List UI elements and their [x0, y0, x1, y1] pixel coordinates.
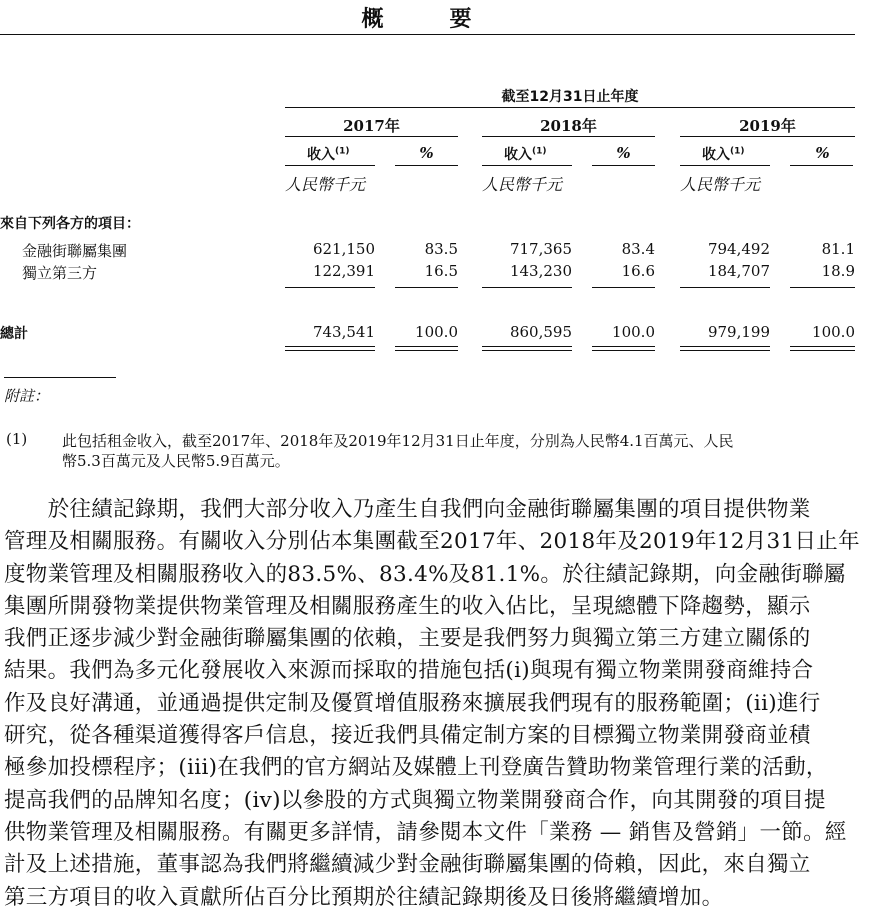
pct-header: %: [419, 144, 434, 162]
table-cell: 143,230: [509, 262, 572, 280]
table-cell: 83.5: [424, 240, 458, 258]
table-rule: [482, 136, 655, 137]
table-rule: [680, 165, 770, 166]
table-cell: 122,391: [312, 262, 375, 280]
table-rule: [395, 350, 458, 351]
paragraph-line: 我們正逐步減少對金融街聯屬集團的依賴，主要是我們努力與獨立第三方建立關係的: [4, 626, 811, 652]
notes-divider: [4, 377, 116, 378]
table-rule: [592, 350, 655, 351]
table-rule: [285, 136, 458, 137]
paragraph-line: 管理及相關服務。有關收入分別佔本集團截至2017年、2018年及2019年12月31日止年: [4, 529, 860, 555]
table-rule: [790, 346, 855, 347]
table-rule: [790, 350, 855, 351]
table-cell: 18.9: [821, 262, 855, 280]
table-cell: 16.5: [424, 262, 458, 280]
table-rule: [482, 287, 572, 288]
note-line: 幣5.3百萬元及人民幣5.9百萬元。: [62, 452, 290, 470]
table-rule: [680, 346, 770, 347]
note-line: 此包括租金收入，截至2017年、2018年及2019年12月31日止年度，分別為人民幣4.1百萬元、人民: [62, 432, 734, 450]
unit-label: 人民幣千元: [680, 175, 761, 194]
table-rule: [285, 350, 375, 351]
table-rule: [285, 107, 855, 108]
table-rule: [482, 165, 572, 166]
revenue-header: 收入$^{(1)}$: [504, 146, 547, 163]
table-rule: [285, 165, 375, 166]
table-rule: [592, 346, 655, 347]
table-cell: 717,365: [509, 240, 572, 258]
paragraph-line: 提高我們的品牌知名度；(iv)以參股的方式與獨立物業開發商合作，向其開發的項目提: [4, 787, 826, 813]
total-cell: 100.0: [415, 323, 458, 341]
table-rule: [680, 350, 770, 351]
table-rule: [395, 346, 458, 347]
table-rule: [680, 136, 855, 137]
pct-header: %: [815, 144, 830, 162]
total-cell: 100.0: [612, 323, 655, 341]
period-header: 截至12月31日止年度: [501, 89, 639, 105]
row-label: 獨立第三方: [22, 264, 98, 282]
body-paragraph: [4, 494, 860, 914]
paragraph-line: 集團所開發物業提供物業管理及相關服務產生的收入佔比，呈現總體下降趨勢，顯示: [4, 593, 811, 619]
revenue-header: 收入$^{(1)}$: [307, 146, 350, 163]
table-rule: [395, 165, 458, 166]
pct-header: %: [616, 144, 631, 162]
year-header: 2019年: [739, 117, 796, 135]
year-header: 2017年: [343, 117, 400, 135]
paragraph-line: 度物業管理及相關服務收入的83.5%、83.4%及81.1%。於往績記錄期，向金融街聯屬: [4, 561, 846, 587]
table-rule: [592, 287, 655, 288]
table-rule: [482, 346, 572, 347]
section-label: 來自下列各方的項目：: [0, 216, 140, 232]
footnote-marker: (1): [730, 146, 745, 157]
table-rule: [790, 165, 853, 166]
footnote-marker: (1): [532, 146, 547, 157]
notes-heading: 附註：: [4, 387, 50, 405]
title-divider: [0, 34, 855, 35]
table-cell: 16.6: [621, 262, 655, 280]
note-marker: (1): [6, 430, 28, 448]
table-rule: [592, 165, 655, 166]
unit-label: 人民幣千元: [285, 175, 366, 194]
table-rule: [285, 346, 375, 347]
table-rule: [482, 350, 572, 351]
table-rule: [285, 287, 375, 288]
table-rule: [790, 287, 855, 288]
total-cell: 860,595: [509, 323, 572, 341]
paragraph-line: 計及上述措施，董事認為我們將繼續減少對金融街聯屬集團的倚賴，因此，來自獨立: [4, 852, 811, 878]
table-cell: 184,707: [707, 262, 770, 280]
total-label: 總計: [0, 326, 28, 342]
table-rule: [395, 287, 458, 288]
table-cell: 794,492: [707, 240, 770, 258]
paragraph-line: 極參加投標程序；(iii)在我們的官方網站及媒體上刊登廣告贊助物業管理行業的活動，: [4, 755, 828, 781]
paragraph-line: 供物業管理及相關服務。有關更多詳情，請參閱本文件「業務 — 銷售及營銷」一節。經: [4, 819, 847, 845]
paragraph-line: 第三方項目的收入貢獻所佔百分比預期於往績記錄期後及日後將繼續增加。: [4, 884, 724, 910]
page-title: 概 要: [361, 7, 494, 32]
year-header: 2018年: [540, 117, 597, 135]
unit-label: 人民幣千元: [482, 175, 563, 194]
paragraph-line: 研究，從各種渠道獲得客戶信息，接近我們具備定制方案的目標獨立物業開發商並積: [4, 723, 811, 749]
total-cell: 100.0: [812, 323, 855, 341]
total-cell: 979,199: [707, 323, 770, 341]
row-label: 金融街聯屬集團: [22, 242, 128, 260]
table-rule: [680, 287, 770, 288]
paragraph-line: 結果。我們為多元化發展收入來源而採取的措施包括(i)與現有獨立物業開發商維持合: [4, 658, 814, 684]
table-cell: 621,150: [312, 240, 375, 258]
revenue-header: 收入$^{(1)}$: [702, 146, 745, 163]
total-cell: 743,541: [312, 323, 375, 341]
paragraph-line: 作及良好溝通，並通過提供定制及優質增值服務來擴展我們現有的服務範圍；(ii)進行: [4, 690, 821, 716]
paragraph-line: 於往績記錄期，我們大部分收入乃產生自我們向金融街聯屬集團的項目提供物業: [4, 497, 811, 522]
table-cell: 81.1: [821, 240, 855, 258]
footnote-marker: (1): [335, 146, 350, 157]
table-cell: 83.4: [621, 240, 655, 258]
